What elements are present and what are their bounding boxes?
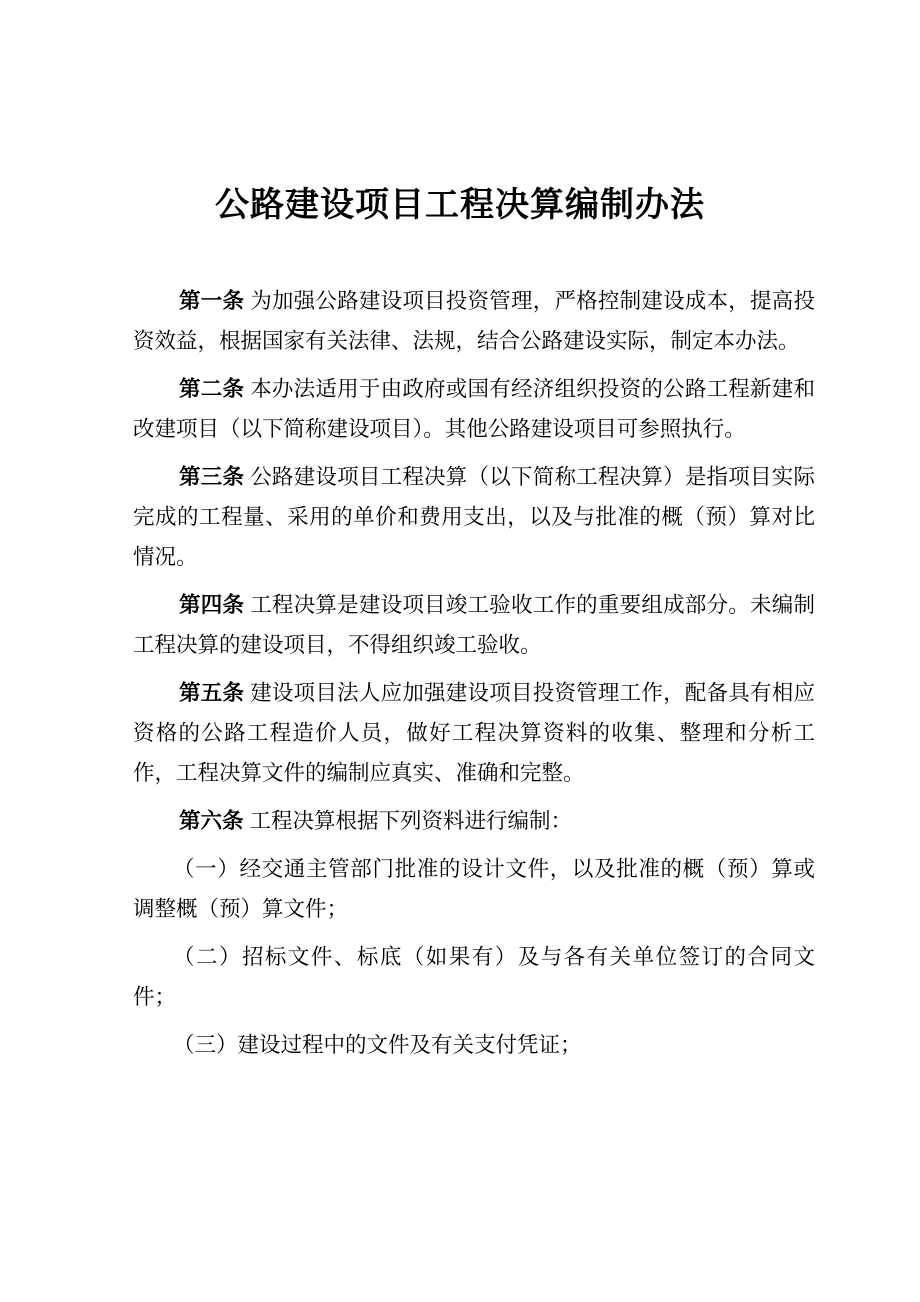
list-item: （一）经交通主管部门批准的设计文件，以及批准的概（预）算或调整概（预）算文件； bbox=[133, 857, 815, 922]
article-text: 工程决算根据下列资料进行编制： bbox=[249, 809, 573, 834]
article-text: 为加强公路建设项目投资管理，严格控制建设成本，提高投资效益，根据国家有关法律、法规，结合公路建设实际，制定本办法。 bbox=[133, 289, 815, 354]
document-body bbox=[133, 282, 815, 1074]
list-item: （二）招标文件、标底（如果有）及与各有关单位签订的合同文件； bbox=[133, 945, 815, 1010]
article-text: 建设项目法人应加强建设项目投资管理工作，配备具有相应资格的公路工程造价人员，做好工程决算资料的收集、整理和分析工作，工程决算文件的编制应真实、准确和完整。 bbox=[133, 681, 815, 786]
list-item: （三）建设过程中的文件及有关支付凭证； bbox=[173, 1033, 582, 1058]
article-text: 公路建设项目工程决算（以下简称工程决算）是指项目实际完成的工程量、采用的单价和费用支出，以及与批准的概（预）算对比情况。 bbox=[133, 465, 815, 570]
article-3 bbox=[133, 458, 815, 578]
article-label: 第六条 bbox=[179, 809, 244, 834]
article-text: 工程决算是建设项目竣工验收工作的重要组成部分。未编制工程决算的建设项目，不得组织竣工验收。 bbox=[133, 593, 815, 658]
article-5 bbox=[133, 674, 815, 794]
article-2 bbox=[133, 370, 815, 450]
article-label: 第一条 bbox=[179, 289, 245, 314]
article-label: 第二条 bbox=[179, 377, 245, 402]
article-label: 第五条 bbox=[179, 681, 245, 706]
document-title: 公路建设项目工程决算编制办法 bbox=[215, 185, 705, 225]
article-label: 第四条 bbox=[179, 593, 245, 618]
article-4 bbox=[133, 586, 815, 666]
article-text: 本办法适用于由政府或国有经济组织投资的公路工程新建和改建项目（以下简称建设项目）。其他公路建设项目可参照执行。 bbox=[133, 377, 815, 442]
article-1 bbox=[133, 282, 815, 362]
article-6 bbox=[133, 802, 815, 842]
article-label: 第三条 bbox=[179, 465, 245, 490]
